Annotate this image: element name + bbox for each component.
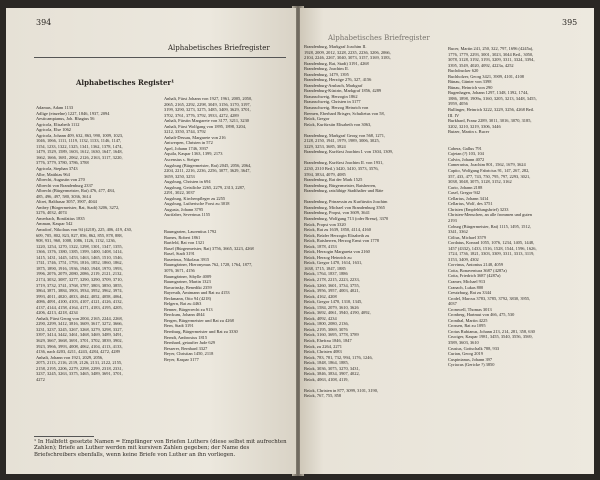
register-entry: Bernburg, Bürgermeister und Rat zu 3330 xyxy=(164,328,238,334)
register-entry: 3212, 3350, 3744, 3792 xyxy=(164,129,206,135)
register-entry: 1996, 2076, 2079, 2080, 2086, 2119, 2121, 2132, xyxy=(36,271,123,277)
register-entry: Aquila, Kaspar 1363, 1399, 2173 xyxy=(164,151,223,157)
register-entry: 4136, nach 4203, 4211, 4243, 4284, 4272, 4289 xyxy=(36,349,120,355)
register-entry: Brandenburg, Wolfgang 713 (oder Brenz), 3370 xyxy=(304,215,389,221)
register-entry: Braunschweig, Herzogin 1862 xyxy=(304,93,358,99)
register-entry: 1741, 1746, 1751, 1793, 1816, 1852, 1860, 1862, xyxy=(36,260,123,266)
register-entry: 4137, 4144, 4158, 4164, 4171, 4183, 4195, 4205, xyxy=(36,304,123,310)
register-entry: Brück, Gregor 1470, 1310, 1345, xyxy=(304,299,363,305)
register-entry: Bern, Stadt 3191 xyxy=(164,323,194,329)
register-entry: Creutzburg, Rat zu 3344 xyxy=(448,290,492,296)
register-entry: 3659, 3250, 3253 xyxy=(164,173,195,179)
register-entry: Apel, Johann 1746, 3937 xyxy=(164,145,209,151)
register-entry: Brück, 1878, 4153 xyxy=(304,243,337,249)
register-entry: Brück, 783, 781, 732, 994, 1176, 1246, xyxy=(304,354,373,360)
left-running-head: Alphabetisches Briefregister xyxy=(168,44,270,52)
register-entry: Brück, 2195, 3069, 3076 xyxy=(304,326,348,332)
register-entry: Anhalt, Fürst Johann von 1927, 1961, 2005, 2050, xyxy=(164,96,253,101)
register-entry: Brandenburg, Kurfürst Joachim II. von 1931, xyxy=(304,160,384,166)
register-entry: Cölius, Michael 3579 xyxy=(448,234,486,240)
register-entry: Berckum, Johann 4044 xyxy=(164,312,205,318)
register-entry: Brück, Christen 4083 xyxy=(304,349,342,355)
register-entry: 2104, 2246, 2267, 3040, 3073, 3157, 3169, 3183, xyxy=(304,55,391,61)
register-entry: Brück, 1800, 2080, 2136, xyxy=(304,321,349,327)
register-entry: Brück, Gregor 1470, 1614, 1631, xyxy=(304,260,363,266)
register-entry: 1415, 1431, 1445, 1453, 1463, 1465, 1510, 1546, xyxy=(36,254,123,260)
register-entry: Albrecht, Augustin von 270 xyxy=(36,177,85,183)
register-entry: Corvinus, Antonius 2148, 4059 xyxy=(448,262,504,268)
register-entry: Cruciger, Kaspar 1981, 3455, 3540, 3556, 3569, xyxy=(448,334,533,340)
register-entry: Besserer, Bernhard 3327 xyxy=(164,345,208,351)
register-entry: Brandenburg, Kurfürst Joachim I. von 1304, 1309, xyxy=(304,149,393,155)
register-entry: Brück, 1584, 2079, 3610, 3626 xyxy=(304,304,359,310)
register-entry: Curian, Georg 2019 xyxy=(448,351,483,357)
register-entry: Christen-Menschen, an alle frommen und guten xyxy=(448,212,532,218)
register-entry: 3153, 3409, 4302 xyxy=(448,256,479,262)
register-entry: 1776, 1779, 2293, 3001, 3023, 3044 Beil., 3050, xyxy=(448,51,534,57)
register-entry: Bucer, Martin 241, 250, 322, 797, 1696 (4245a), xyxy=(448,46,534,51)
register-entry: Crossen, Rat zu 1095 xyxy=(448,323,486,329)
left-footnote: ¹ In Halbfett gesetzte Namen = Empfänger von Briefen Luthers (diese selbst mit aufrechten Zahlen); Briefe an Luther werden mit kursiven Zahlen gegeben; der Name des Briefschreibers ebenfalls, wenn keine Briefe von Luther an ihn vorliegen. xyxy=(34,439,287,458)
register-entry: Brandenburg, Markgraf Georg von 568, 1271, xyxy=(304,132,386,138)
register-entry: Baumgarten, Laurentius 1792 xyxy=(164,229,217,235)
register-entry: Cellarius, Wolf, des 3751 xyxy=(448,201,493,207)
register-entry: Aesticampianus, Joh. Rhagius 56 xyxy=(36,116,95,122)
register-entry: Albe, Matthias 964 xyxy=(36,171,70,177)
register-entry: 357, 433, 477, 743, 750, 795, 797, 2293, 3021, xyxy=(448,173,531,179)
register-entry: Brandenburg-Ansbach, Markgraf xyxy=(304,82,363,88)
register-entry: Amsdorf, Nikolaus von 94 (4218), 225, 406, 419, 430, xyxy=(36,227,132,233)
register-entry: Augsburg, Lutherische Forst zu 3018 xyxy=(164,201,230,207)
register-entry: Butzer, Martin s. Bucer xyxy=(448,129,490,135)
register-entry: Buchholzer, Georg 3421, 3909, 4101, 4108 xyxy=(448,73,524,79)
register-entry: Bartfeld, Rat von 1321 xyxy=(164,240,205,246)
register-entry: 2174, 3032, 3087, 3277, 3290, 3290, 3709, 3710, xyxy=(36,276,123,282)
register-entry: Cabera, Gallus 791 xyxy=(448,145,482,151)
right-page xyxy=(300,8,594,474)
register-entry: Brandenburg, Rat der Mark 1525 xyxy=(304,177,363,183)
register-entry: 3038, 3048, 3075, 3128, 3152, 3162 xyxy=(448,179,512,185)
register-entry: 3629, 3667, 3668, 3691, 3701, 3702, 3839, 3902, xyxy=(36,337,123,343)
register-entry: Coburg (Bürgermeister, Rat) 1115, 1495, 1512, xyxy=(448,223,531,229)
register-entry: 1046, 1066, 1111, 1119, 1132, 1133, 1146, 1147, xyxy=(36,138,122,144)
register-entry: Bavarinsky, Benedikt 2359 xyxy=(164,284,212,290)
register-entry: 1875, 1890, 1916, 1936, 1940, 1948, 1970, 1993, xyxy=(36,265,123,271)
register-entry: Brück, 4162, 4208 xyxy=(304,293,337,299)
register-entry: 3276, 4032, 4074 xyxy=(36,210,67,216)
register-entry: Bernhard, getaufter Jude 629 xyxy=(164,340,215,346)
register-entry: Baserinus, Nikolaus 3915 xyxy=(164,256,210,262)
register-entry: Bünau, Günter von 3398 xyxy=(448,79,492,85)
register-entry: Brück, 767, 755, 858 xyxy=(304,393,342,399)
register-entry: Capito, Wolfgang Fabricius 91, 147, 267, 282, xyxy=(448,168,530,174)
register-entry: Augsburg, Geistliche 2265, 2279, 2313, 2287, xyxy=(164,184,246,190)
register-entry: Crusius, Gottschalk 788, 933 xyxy=(448,345,500,351)
register-entry: Brück, Ehefrau 1846, 1847 xyxy=(304,337,352,343)
register-entry: Baumgärtner, Hieronymus 762, 1728, 1764, 1877, xyxy=(164,262,253,268)
left-page xyxy=(6,8,296,474)
register-entry: Agricola, Stephan 3743 xyxy=(36,166,78,172)
register-entry: Bullinger, Heinrich 3222, 3229, 3256, 4268 Beil. xyxy=(448,107,535,113)
register-entry: Brück, 3846, 3834, 3907, 4022, xyxy=(304,371,360,377)
left-column-2 xyxy=(164,96,292,362)
register-entry: Brück, Kurfürstin Elisabeth von 3063, xyxy=(304,121,372,127)
register-entry: Brandenburg, Bürgermeister, Ratsherren, xyxy=(304,182,377,188)
register-entry: 1366, 1376, 1380, 1385, 1399, 1400, 1408, 1414, xyxy=(36,249,123,255)
register-entry: 3397, 3414, 3442, 3461, 3468, 3469, 3489, 3491, xyxy=(36,332,123,338)
register-entry: Brück, Rat zu 1639, 1850, 4114, 4160 xyxy=(304,227,371,233)
register-entry: Brück, 1848, 1864, 1885, xyxy=(304,360,349,366)
register-entry: Cario, Johann 2188 xyxy=(448,184,483,190)
register-entry: 3395, 3549, 4020, 4092, 4223a, 4252 xyxy=(448,62,514,68)
left-head-rule xyxy=(34,57,286,58)
register-entry: Cajetan (?) 103, 104 xyxy=(448,151,484,157)
right-running-head: Alphabetisches Briefregister xyxy=(328,34,430,42)
register-entry: Belgern, Rat zu 4463 xyxy=(164,301,202,307)
register-entry: Brandenburg, Joachim II. xyxy=(304,66,349,72)
register-entry: 2290, 2299, 3412, 3816, 3609, 3617, 3272, 3666, xyxy=(36,321,123,327)
register-entry: Augsburg (Bürgermeister, Rat) 2045, 2056, 2064, xyxy=(164,162,252,168)
register-entry: Ambey (Bürgermeister, Rat, Stadt) 3206, 3272, xyxy=(36,204,120,210)
register-entry: Brandenburg, Michael von Brandenburg 3565 xyxy=(304,204,385,210)
register-entry: Brandenburg, ratsfähige Stadthalter und Räte xyxy=(304,188,384,194)
register-entry: Cyriacus (Gericke ?) 3850 xyxy=(448,362,495,368)
register-entry: Barnes, Robert 1861 xyxy=(164,234,201,240)
register-entry: 4272 xyxy=(36,376,45,382)
register-entry: Anhalt, Johann von 1921, 2029, 2056, xyxy=(36,354,104,360)
register-entry: Brandenburg, Propst, von 3609, 3641 xyxy=(304,210,370,216)
register-entry: 3199, 3290, 3273, 3275, 3485, 3409, 3629, 3701, xyxy=(164,107,251,113)
register-entry: Amman, Kaspar 542 xyxy=(36,221,73,227)
register-entry: Brück, Gregor xyxy=(304,116,330,122)
register-entry: Brück, Brüder Herzogin Elisabeth zu xyxy=(304,232,370,238)
register-entry: Brück, 3956, 3957, 4003, 4021, xyxy=(304,288,360,294)
register-entry: 1724, 1736, 1821, 3303, 3309, 3311, 3313, 3119, xyxy=(448,251,535,257)
register-entry: 2065, 2165, 2292, 2298, 3049, 3156, 3170, 3197, xyxy=(164,101,251,107)
register-entry: Brandenburg-Küstrin, Markgraf 1856, 4289 xyxy=(304,88,382,94)
register-entry: Crotus Rubianus, Johann 213, 214, 281, 358, 630 xyxy=(448,328,535,334)
register-entry: 1479, 1529, 1589, 1603, 1612, 1630, 1647, 1648, xyxy=(36,149,123,155)
register-entry: Cromwell, Thomas 3013 xyxy=(448,306,492,312)
register-entry: Calvin, Johann 4072 xyxy=(448,156,485,162)
register-entry: Cronberg, Hartmut von 466, 475, 530 xyxy=(448,312,515,318)
register-entry: Bayreuth, Amtmann und Rat zu 4153 xyxy=(164,290,230,296)
register-entry: 3076, 3671, 4156 xyxy=(164,267,195,273)
register-entry: Brück, Christen in 877, 3099, 3101, 3190, xyxy=(304,387,379,393)
register-entry: Brück, zu 2264, 2271 xyxy=(304,343,342,349)
register-entry: Cranach, Lukas 800 xyxy=(448,284,484,290)
register-entry: 3231, 3237, 3245, 3267, 3268, 3279, 3298, 3327, xyxy=(36,326,123,332)
right-column-2 xyxy=(448,46,590,368)
register-entry: Augsburg, Christen in 694 xyxy=(164,179,211,185)
register-entry: Anhalt, Fürst Wolfgang von 1895, 1898, 3204, xyxy=(164,123,247,129)
register-entry: 1662, 1666, 1681, 2062, 2126, 2163, 3117, 3220, xyxy=(36,154,123,160)
register-entry: Albrecht (Bürgermeister, Rat) 476, 477, 484, xyxy=(36,188,115,194)
register-entry: 609, 705, 802, 823, 827, 856, 862, 855, 878, 888, xyxy=(36,232,123,238)
register-entry: Brandenburg, Herzöge 276, 327, 4156 xyxy=(304,77,372,83)
register-entry: Cotta, Bonaventura 3687 (4287a) xyxy=(448,267,507,273)
register-entry: Brück, 3692, 4061, 3940, 4190, 4092, xyxy=(304,310,371,316)
register-entry: 3078, 3128, 3192, 3193, 3209, 3311, 3324, 3394, xyxy=(448,57,535,63)
register-entry: Brandenburg, Markgraf Joachim II. xyxy=(304,44,367,49)
register-entry: Adamus, Adam 1133 xyxy=(36,105,74,110)
register-entry: 4086, 4091, 4100, 4103, 4107, 4121, 4126, 4132, xyxy=(36,299,123,305)
register-entry: 1928, 2009, 2012, 3228, 2235, 2236, 3206, 2066, xyxy=(304,49,391,55)
register-entry: 908, 931, 960, 1008, 1086, 1126, 1132, 1236, xyxy=(36,238,116,244)
right-page-number: 395 xyxy=(562,18,578,27)
register-entry: 3237, 3245, 3263, 3375, 3465, 3489, 3691, 3701, xyxy=(36,371,123,377)
left-register-title: Alphabetisches Register¹ xyxy=(76,78,175,87)
register-entry: Antwerpen, Christen in 572 xyxy=(164,140,213,146)
register-entry: Albrecht von Brandenburg 2337 xyxy=(36,182,93,188)
register-entry: Brandenburg, Prinzessin zu Kurfürstin Joachim xyxy=(304,199,388,205)
register-entry: Benner, Bürgerrecht zu 913 xyxy=(164,306,213,312)
left-column-1 xyxy=(36,105,162,382)
footnote-rule xyxy=(34,436,94,437)
register-entry: Bergen, Bürgermeister und Rat zu 4268 xyxy=(164,317,234,323)
register-entry: Amerbach, Bonifatius 1835 xyxy=(36,215,85,221)
register-entry: Brück, 4063, 4108, 4119, xyxy=(304,376,349,382)
register-entry: Braunschweig, Herzog Heinrich von xyxy=(304,105,369,111)
register-entry: Basel (Bürgermeister, Rat) 3756, 3665, 3223, 4268 xyxy=(164,245,254,251)
register-entry: Crodel, Marcus 3783, 3785, 3792, 3830, 3955, xyxy=(448,295,531,301)
register-entry: Adlige (einzelne) 1227, 1846, 1937, 2094 xyxy=(36,110,110,116)
register-entry: Camerarius, Joachim 801, 1562, 1679, 3624 xyxy=(448,162,526,168)
register-entry: 3993, 4011, 4020, 4033, 4042, 4052, 4058, 4064, xyxy=(36,293,123,299)
register-entry: Brandenburg, Rat, Stadt) 3191, 4268 xyxy=(304,60,369,66)
register-entry: 3719, 3732, 3741, 3768, 3787, 3803, 3850, 3855, xyxy=(36,282,123,288)
register-entry: Agricola, Elisabeth 1112 xyxy=(36,121,80,127)
register-entry: 4206, 4213, 4218, 4234 xyxy=(36,310,78,316)
register-entry: Brück, 3036, 3075, 3270, 3431, xyxy=(304,365,360,371)
register-entry: 1638, 1715, 1847, 1885 xyxy=(304,265,346,271)
register-entry: Brück, 1764, 1837, 1886 xyxy=(304,271,348,277)
register-entry: Berndt, Ambrosius 1815 xyxy=(164,334,208,340)
register-entry: 1886, 1898, 1909a, 3160, 3205, 3213, 3448, 3455, xyxy=(448,95,537,101)
register-entry: 2128, 2150, 1941, 1979, 1989, 3006, 3025, xyxy=(304,138,380,144)
register-entry: Brück, Ratsherren, Herzog Ernst von 1778 xyxy=(304,238,379,244)
register-entry: 3959, 4056 xyxy=(448,101,468,107)
register-entry: 1220, 1254, 1270, 1322, 1298, 1301, 1347, 1355, xyxy=(36,243,123,249)
register-entry: 485, 496, 497, 580, 3036, 3614 xyxy=(36,193,91,199)
register-entry: Burkhard, Franz 2289, 3011, 3016, 3070, 3185, xyxy=(448,118,532,124)
register-entry: Basel, Stadt 3191 xyxy=(164,251,195,257)
register-entry: Casel, Gregor 942 xyxy=(448,190,481,196)
register-entry: 2230, 2310 Beil.) 3420, 3410, 3573, 3576, xyxy=(304,166,379,172)
register-entry: Brück, 4092, 4234 xyxy=(304,315,337,321)
register-entry: Cuspinianus, Johann 397 xyxy=(448,356,493,362)
register-entry: 3589, 3603, 3610 xyxy=(448,339,479,345)
register-entry: 3594, 3834, 4079, 4085 xyxy=(304,171,346,177)
register-entry: Augusta, Johann 3795 xyxy=(164,206,204,212)
register-entry: Agricola, Johann 409, 632, 863, 990, 1009, 1023, xyxy=(36,132,124,138)
register-entry: Brück, 2178, 2215, 2223, 2233, xyxy=(304,276,360,282)
register-entry: Brück, Herzog Heinrich zu xyxy=(304,254,352,260)
register-entry: Brück, Propst von 3320 xyxy=(304,221,346,227)
register-entry: 2291, 3022, 3037 xyxy=(164,190,195,196)
register-entry: 3702, 3761, 3776, 3792, 3933, 4272, 4289 xyxy=(164,112,239,118)
register-entry: Baumgartner, Martin 1323 xyxy=(164,279,211,285)
register-entry: 2158, 2195, 2206, 2279, 2298, 2299, 2318, 2331, xyxy=(36,365,123,371)
register-entry: 3776, 3779, 3780, 3786, 3788 xyxy=(36,160,89,166)
register-entry: Bremen, Eberhard Brisger, Schultetus von 58, xyxy=(304,110,385,116)
register-entry: 3229, 3253, 3685, 3824 xyxy=(304,143,346,149)
register-entry: Brück, Herzogin Margareta von 2160 xyxy=(304,249,370,255)
register-entry: Cramer, Michael 913 xyxy=(448,278,486,284)
register-entry: III. IV xyxy=(448,112,460,118)
register-entry: 2204, 2211, 2216, 2236, 2256, 3077, 3629, 3647, xyxy=(164,168,251,174)
register-entry: Ascensius s. Steiger xyxy=(164,157,200,163)
register-entry: 2075, 2113, 2116, 2119, 2126, 2131, 2122, 2155, xyxy=(36,360,123,366)
register-entry: Brück, 3160, 3695, 3778, 3789 xyxy=(304,332,359,338)
register-entry: Anhalt, Fürst Georg von 2004, 2165, 2244, 2268, xyxy=(36,315,123,321)
register-entry: Anhalt-Dessau, Margarete von 216 xyxy=(164,134,226,140)
register-entry: Cellarius, Johann 3414 xyxy=(448,195,489,201)
register-entry: Agricola, Else 1062 xyxy=(36,127,71,133)
register-entry: Bünau, Heinrich von 290 xyxy=(448,84,493,90)
register-entry: 3202, 3210, 3219, 3306, 3446 xyxy=(448,123,501,129)
register-entry: Christen (Empfehlungsbrief) 3233 xyxy=(448,206,509,212)
register-entry: Beyer, Christian 1450, 2118 xyxy=(164,351,214,357)
right-column-1 xyxy=(304,44,444,399)
register-entry: Buchdrucker 620 xyxy=(448,68,479,74)
register-entry: 3923, 3966, 3993, 4008, 4062, 4104, 4113, 4133, xyxy=(36,343,123,349)
register-entry: Cordatus, Konrad 1055, 1076, 1234, 1405, 1448, xyxy=(448,240,535,246)
register-entry: 3864, 3871, 3884, 3903, 3934, 3952, 3962, 3974, xyxy=(36,288,123,294)
register-entry: Beyer, Kaspar 3177 xyxy=(164,356,199,362)
register-entry: Augsburg, Kirchenpfleger zu 2255 xyxy=(164,195,226,201)
register-entry: Bugenhagen, Johann 1297, 1348, 1392, 1744, xyxy=(448,90,529,96)
register-entry: Aurifaber, Severinus 1155 xyxy=(164,212,211,218)
left-page-number: 394 xyxy=(36,18,52,27)
register-entry: Anhalt, Fürstin Margarete von 3177, 3211, 3230 xyxy=(164,118,249,124)
register-entry: Baumgärtner, Sibylle 4009 xyxy=(164,273,212,279)
register-entry: 2193 xyxy=(448,217,457,223)
register-entry: Braunschweig, Christen in 3177 xyxy=(304,99,361,105)
register-entry: 1457 (4332), 1433, 1516, 1528, 1544, 1596, 1626, xyxy=(448,245,537,251)
register-entry: Brück, 3260, 3601, 3734, 3755, xyxy=(304,282,360,288)
register-entry: 1154, 1233, 1322, 1325, 1341, 1362, 1378, 1474, xyxy=(36,143,123,149)
register-entry: 4037 xyxy=(448,301,457,307)
register-entry: Cronthal, Martin 4225 xyxy=(448,317,488,323)
register-entry: Brandenburg, 1479, 1395 xyxy=(304,71,349,77)
register-entry: Altrei, Balthasar 3057, 3907, 4044 xyxy=(36,199,97,205)
register-entry: Cotta, Friedrich 3687 (4287a) xyxy=(448,273,501,279)
register-entry: Beckmann, Otto 94 (4218) xyxy=(164,295,212,301)
register-entry: 3341, 3362 xyxy=(448,229,468,235)
